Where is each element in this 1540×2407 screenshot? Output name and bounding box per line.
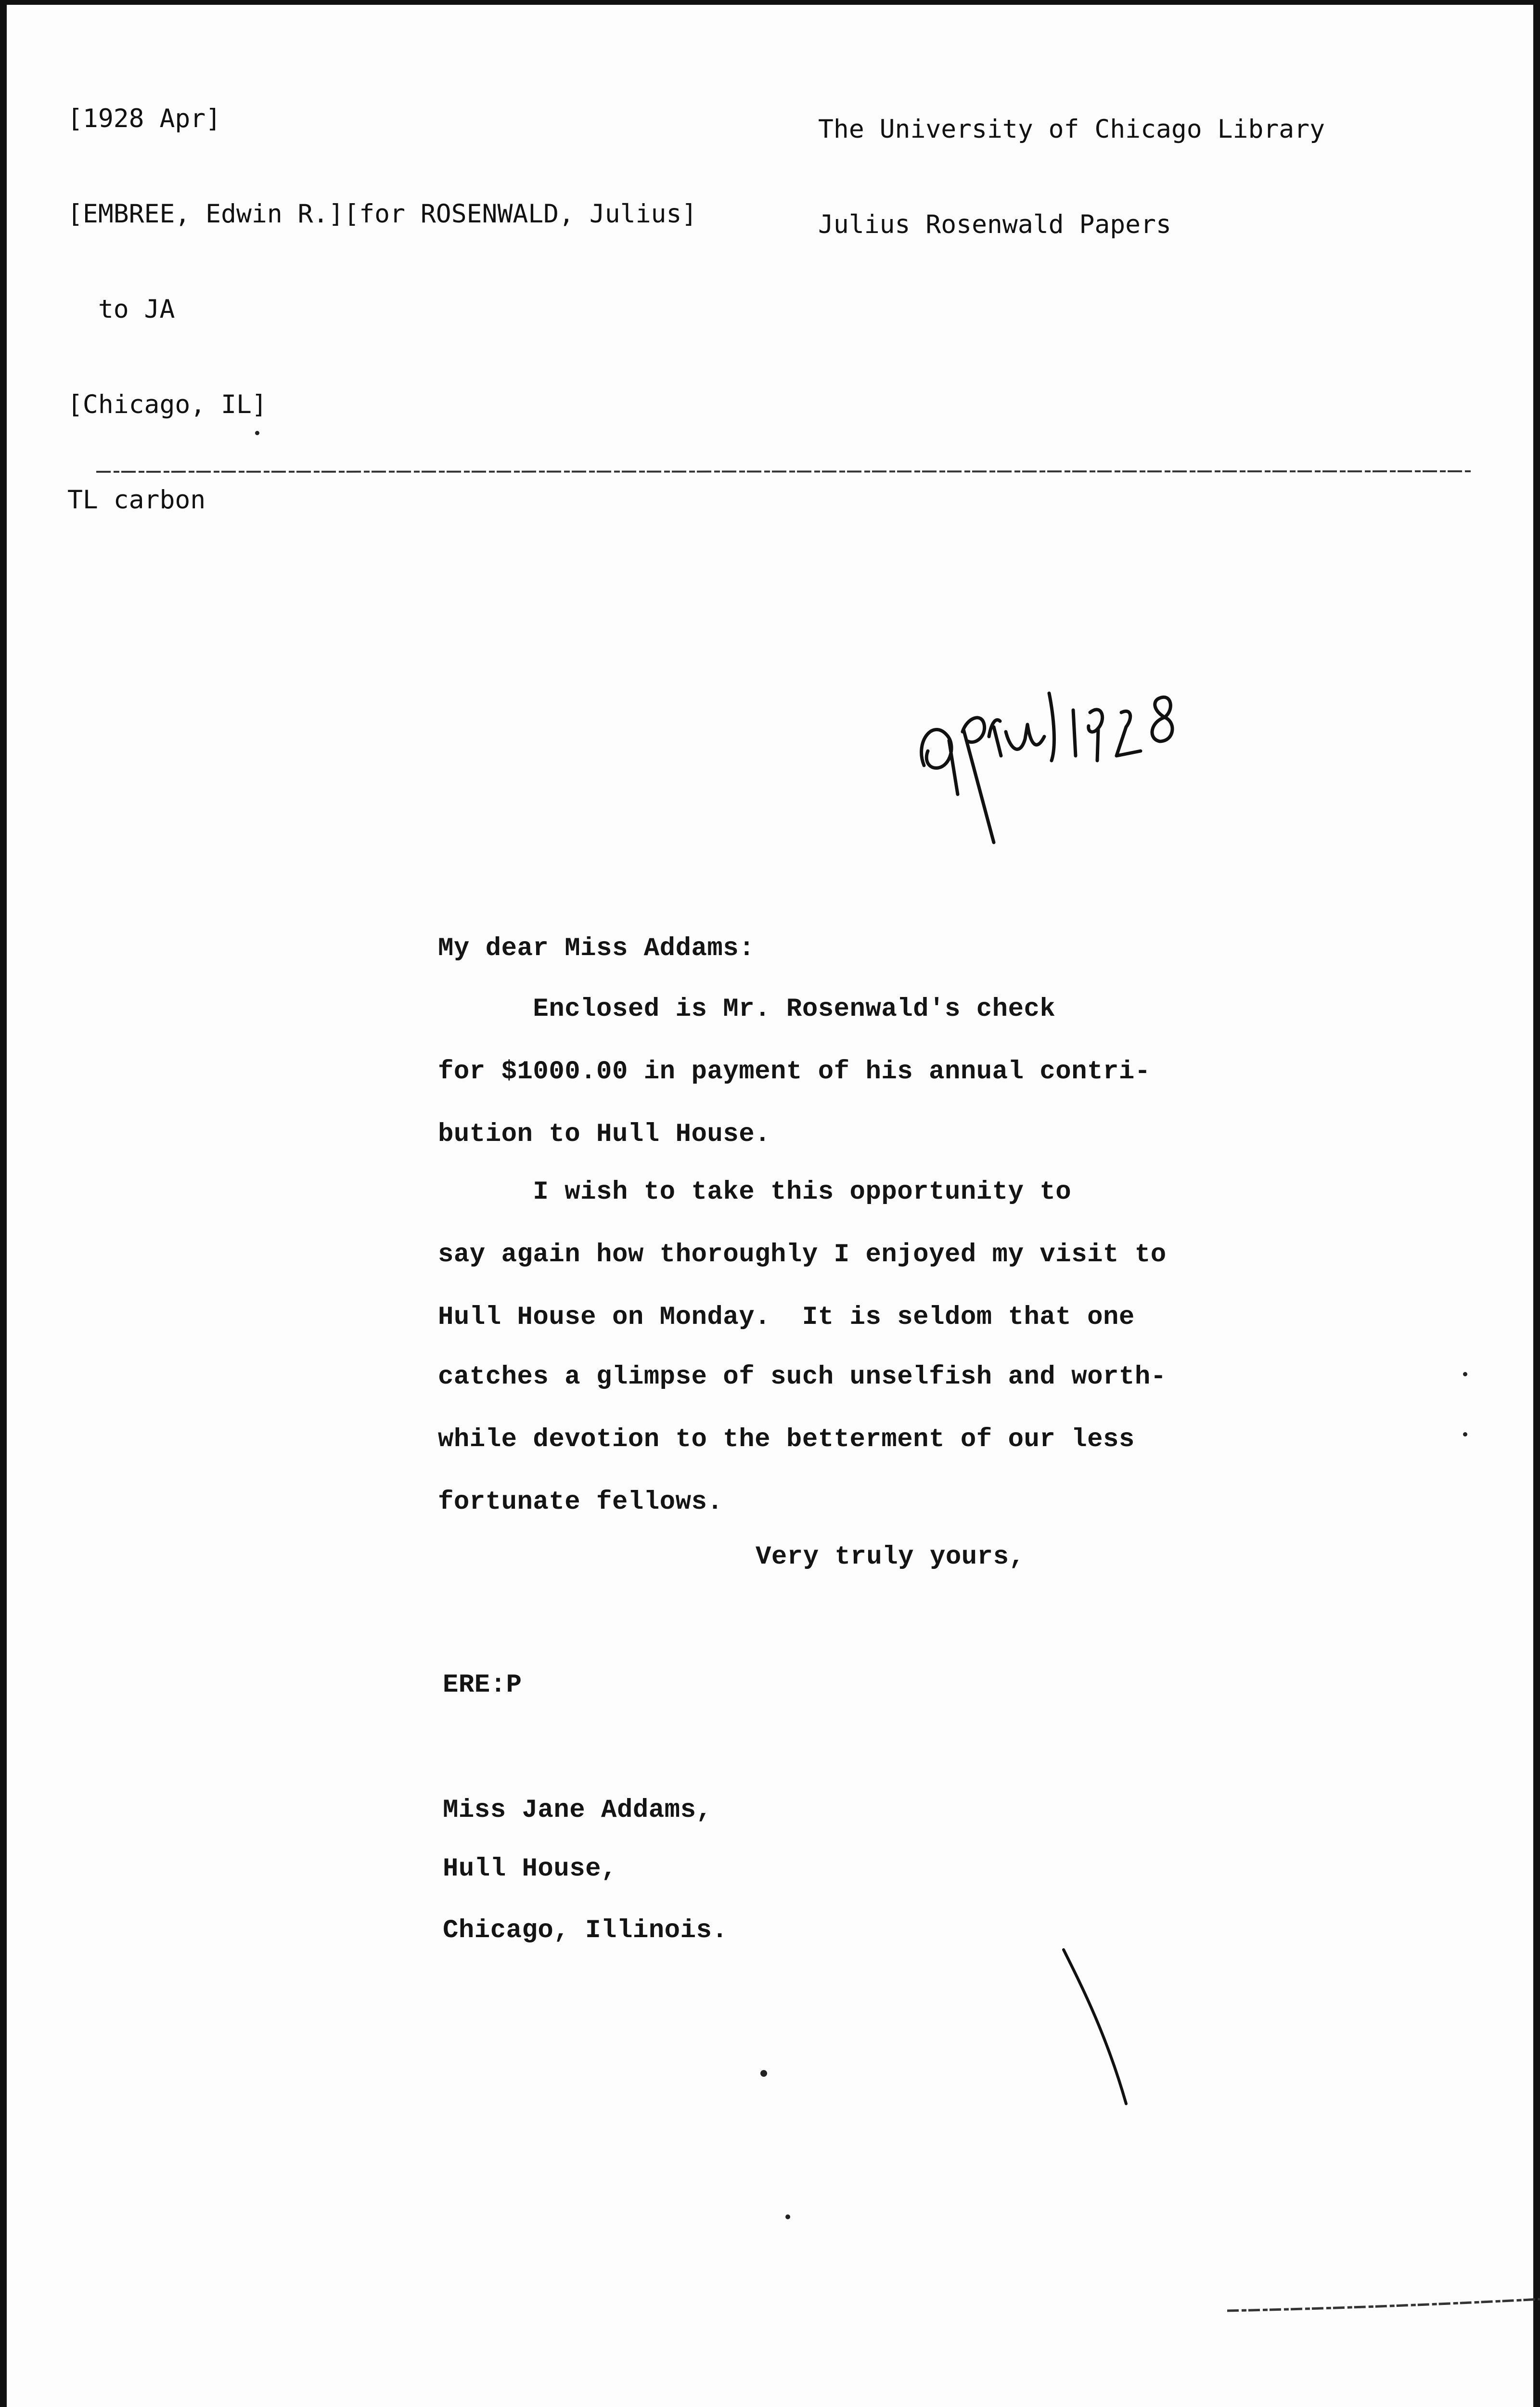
body-line: I wish to take this opportunity to [438, 1178, 1072, 1207]
recipient-line: Miss Jane Addams, [443, 1796, 712, 1825]
salutation: My dear Miss Addams: [438, 934, 755, 963]
archive-meta-line: [Chicago, IL] [67, 390, 267, 419]
ink-speck [1463, 1432, 1467, 1436]
right-edge-line [1533, 0, 1540, 2407]
archive-meta-line: to JA [67, 295, 175, 324]
closing: Very truly yours, [756, 1542, 1025, 1572]
recipient-line: Chicago, Illinois. [443, 1916, 728, 1945]
carbon-copy-top-edge [96, 469, 1473, 474]
ink-speck [760, 2070, 767, 2077]
left-edge-line [0, 0, 7, 2407]
ink-speck [785, 2214, 790, 2219]
body-line: bution to Hull House. [438, 1120, 771, 1149]
body-line: catches a glimpse of such unselfish and worth- [438, 1362, 1167, 1392]
archive-metadata [67, 39, 697, 580]
archive-source [818, 50, 1325, 304]
top-edge-line [0, 0, 1540, 5]
carbon-copy-bottom-edge [1227, 2296, 1540, 2316]
body-line: while devotion to the betterment of our less [438, 1425, 1135, 1454]
archive-meta-line: [EMBREE, Edwin R.][for ROSENWALD, Julius] [67, 199, 697, 229]
archive-meta-line: [1928 Apr] [67, 104, 221, 133]
body-line: for $1000.00 in payment of his annual contri- [438, 1057, 1151, 1087]
body-line: Hull House on Monday. It is seldom that one [438, 1303, 1135, 1332]
typist-initials: ERE:P [443, 1670, 522, 1700]
body-line: Enclosed is Mr. Rosenwald's check [438, 995, 1056, 1024]
archive-source-line: The University of Chicago Library [818, 115, 1325, 144]
archive-source-line: Julius Rosenwald Papers [818, 210, 1171, 239]
archive-meta-line: TL carbon [67, 485, 206, 515]
pen-stroke-mark [1054, 1945, 1131, 2109]
body-line: say again how thoroughly I enjoyed my visit to [438, 1240, 1167, 1269]
handwritten-date-annotation [905, 684, 1203, 847]
recipient-line: Hull House, [443, 1854, 617, 1884]
body-line: fortunate fellows. [438, 1488, 723, 1517]
ink-speck [1463, 1372, 1467, 1376]
ink-speck [255, 431, 259, 435]
